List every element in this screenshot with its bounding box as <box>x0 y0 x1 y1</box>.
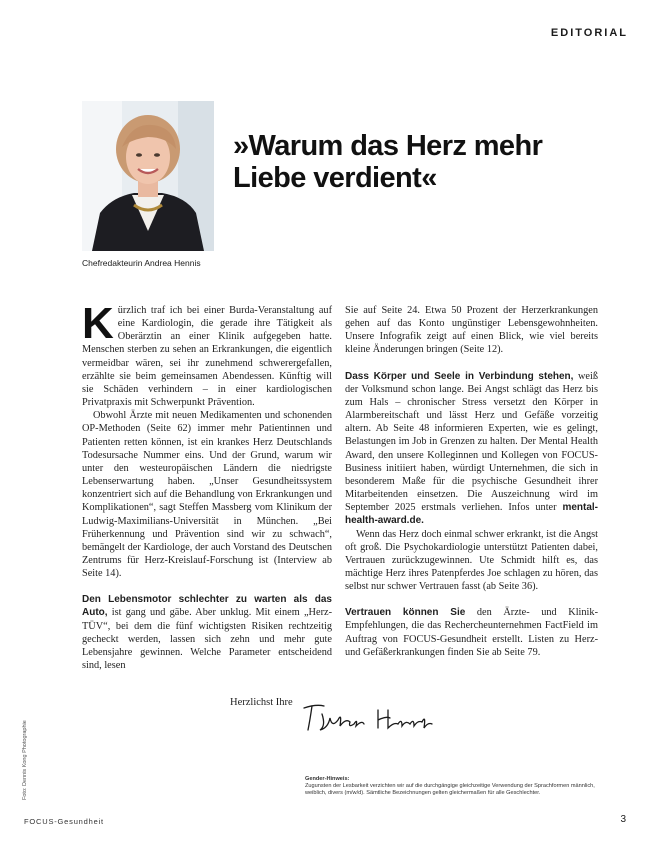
paragraph-text: weiß der Volksmund schon lange. Bei Angst schlägt das Herz bis zum Hals – chronischer Stress versetzt den Körper in Alarmbereitschaft und lässt Herz und Gefäße vorzeitig altern. Ab Seite 48 informieren Experten, wie es gelingt, Belastungen im Job in Grenzen zu halten. Der Mental Health Award, den unsere Kolleginnen und Kollegen von FOCUS-Business initiiert haben, würdigt Unternehmen, die sich in besonderem Maße für die psychische Gesundheit ihrer Mitarbeitenden einsetzen. Die Auszeichnung wird im September 2025 erstmals verliehen. Infos unter <box>345 370 598 514</box>
photo-credit: Foto: Dennis Kong Photographie <box>22 720 28 800</box>
paragraph-text: ürzlich traf ich bei einer Burda-Veranstaltung auf eine Kardiologin, die gerade ihre Tätigkeit als Oberärztin an einer Klinik aufgegeben hatte. Menschen sterben zu sehen an Erkrankungen, die eigentlich vermeidbar wären, sei ihr zunehmend schwerergefallen, erzählte sie beim gemeinsamen Abendessen. Künftig will sie Schäden verhindern – in einer kardiologischen Privatpraxis mit Schwerpunkt Prävention. <box>82 305 332 409</box>
subhead: Den Lebensmotor schlechter zu warten als das Auto, <box>82 594 332 619</box>
subhead: Dass Körper und Seele in Verbindung stehen, <box>345 370 574 382</box>
article-column-right <box>345 304 598 659</box>
gender-note-text: Zugunsten der Lesbarkeit verzichten wir auf die durchgängige gleichzeitige Verwendung der Sprachformen männlich, weiblich, divers (m/w/d). Sämtliche Bezeichnungen gelten gleichermaßen für alle Geschlechter. <box>305 783 595 796</box>
paragraph-text: den Ärzte- und Klinik-Empfehlungen, die das Rechercheunternehmen FactField im Auftrag von FOCUS-Gesundheit erstellt. Listen zu Herz- und Gefäßerkrankungen finden Sie ab Seite 79. <box>345 607 598 658</box>
gender-note-title: Gender-Hinweis: <box>305 776 350 782</box>
page-number: 3 <box>620 814 626 825</box>
closing-greeting: Herzlichst Ihre <box>230 697 293 708</box>
subhead: Vertrauen können Sie <box>345 607 466 619</box>
publication-name: FOCUS-Gesundheit <box>24 817 104 826</box>
portrait-caption: Chefredakteurin Andrea Hennis <box>82 258 201 268</box>
portrait-illustration <box>82 101 214 251</box>
paragraph: Wenn das Herz doch einmal schwer erkrankt, ist die Angst oft groß. Die Psychokardiologie unterstützt Patienten dabei, Vertrauen zurückzugewinnen. Ute Schmidt hilft es, das mächtige Herz ihres Patenpferdes Joe schlagen zu hören, das selbst nur schwer Vertrauen fasst (ab Seite 36). <box>345 528 598 593</box>
drop-cap: K <box>82 299 114 348</box>
article-column-left <box>82 299 332 672</box>
gender-note <box>305 776 595 797</box>
paragraph: Sie auf Seite 24. Etwa 50 Prozent der Herzerkrankungen gehen auf das Konto ungünstiger Lebensgewohnheiten. Unsere Infografik zeigt auf einen Blick, wie viel bereits kleine Änderungen bringen (Seite 12). <box>345 305 598 356</box>
signature-image <box>298 700 438 736</box>
paragraph <box>82 299 332 409</box>
award-link[interactable]: mental-health-award.de. <box>345 502 598 527</box>
paragraph-text: ist gang und gäbe. Aber unklug. Mit einem „Herz-TÜV“, bei dem die fünf wichtigsten Risiken rechtzeitig gecheckt werden, lassen sich zehn und mehr gute Lebensjahre gewinnen. Welche Parameter entscheidend sind, lesen <box>82 607 332 672</box>
author-portrait <box>82 101 214 251</box>
paragraph: Obwohl Ärzte mit neuen Medikamenten und schonenden OP-Methoden (Seite 62) immer mehr Patientinnen und Patienten retten können, ist ein krankes Herz Deutschlands Todesursache Nummer eins. Und der Grund, warum wir unter den westeuropäischen Ländern die niedrigste Lebenserwartung haben. „Unser Gesundheitssystem konzentriert sich auf die Behandlung von Erkrankungen und Komplikationen“, sagt Steffen Massberg vom Klinikum der Ludwig-Maximilians-Universität in München. „Bei Früherkennung und Prävention sind wir zu schwach“, bemängelt der Kardiologe, der auch Vorstand des Deutschen Zentrums für Herz-Kreislauf-Forschung ist (Interview ab Seite 14). <box>82 410 332 580</box>
section-label: EDITORIAL <box>550 27 628 39</box>
page-title: »Warum das Herz mehr Liebe verdient« <box>233 130 543 194</box>
